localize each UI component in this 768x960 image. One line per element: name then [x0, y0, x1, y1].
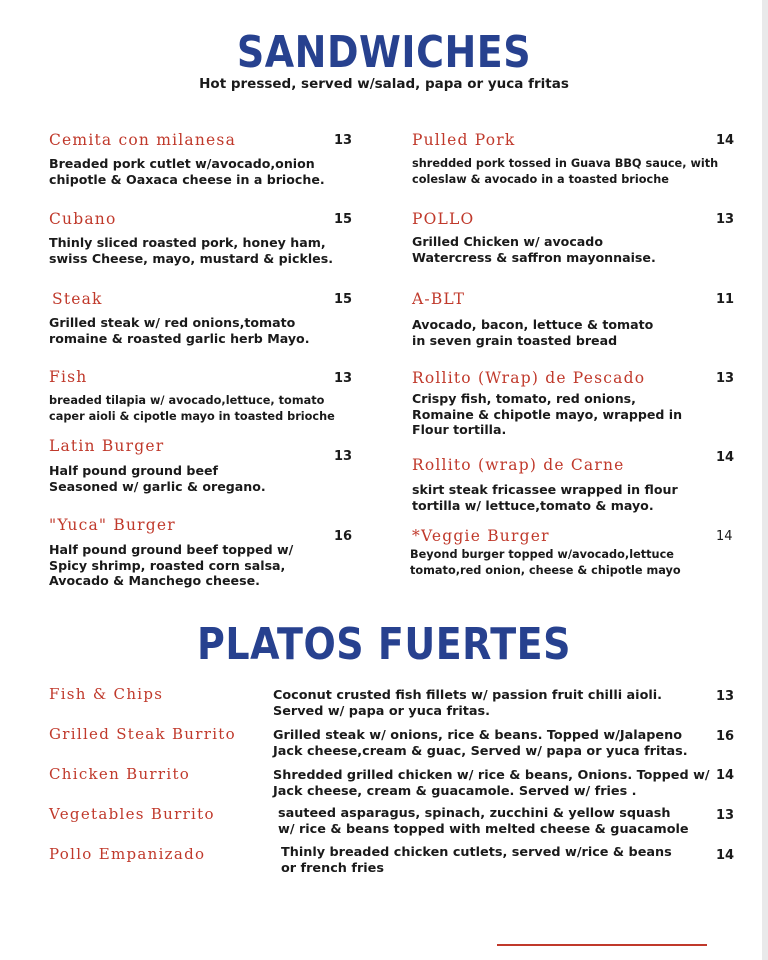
- item-price: 13: [716, 212, 735, 227]
- item-name: "Yuca" Burger: [49, 516, 176, 534]
- plato-description: Grilled steak w/ onions, rice & beans. Topped w/Jalapeno Jack cheese,cream & guac, Served w/ papa or yuca fritas.: [273, 728, 688, 759]
- item-name: Rollito (Wrap) de Pescado: [412, 369, 646, 387]
- menu-item: [412, 455, 678, 513]
- plato-price: 13: [716, 689, 735, 704]
- menu-item: [412, 209, 656, 265]
- menu-item: [412, 289, 653, 348]
- item-name: Fish: [49, 368, 88, 386]
- item-description: Thinly sliced roasted pork, honey ham, swiss Cheese, mayo, mustard & pickles.: [49, 235, 333, 266]
- menu-item: [49, 289, 310, 346]
- decorative-rule: [497, 944, 707, 946]
- item-description: Breaded pork cutlet w/avocado,onion chipotle & Oaxaca cheese in a brioche.: [49, 156, 325, 187]
- plato-name: Vegetables Burrito: [49, 805, 215, 823]
- plato-description: Coconut crusted fish fillets w/ passion fruit chilli aioli. Served w/ papa or yuca fritas.: [273, 688, 662, 719]
- item-description: breaded tilapia w/ avocado,lettuce, tomato caper aioli & cipotle mayo in toasted brioche: [49, 394, 335, 423]
- item-price: 16: [334, 529, 353, 544]
- page-edge: [762, 0, 768, 960]
- item-price: 13: [716, 371, 735, 386]
- plato-price: 16: [716, 729, 735, 744]
- item-name: Rollito (wrap) de Carne: [412, 456, 625, 474]
- platos-fuertes-title: PLATOS FUERTES: [197, 618, 571, 670]
- menu-item: [49, 515, 293, 589]
- item-description: Half pound ground beef Seasoned w/ garlic & oregano.: [49, 463, 266, 494]
- plato-name: Grilled Steak Burrito: [49, 725, 236, 743]
- item-name: Steak: [52, 290, 103, 308]
- item-name: *Veggie Burger: [412, 527, 550, 545]
- item-description: shredded pork tossed in Guava BBQ sauce, with coleslaw & avocado in a toasted brioche: [412, 157, 719, 186]
- plato-description: sauteed asparagus, spinach, zucchini & yellow squash w/ rice & beans topped with melted cheese & guacamole: [278, 806, 689, 837]
- menu-item: [49, 209, 333, 266]
- menu-item: [412, 130, 718, 187]
- item-price: 15: [334, 292, 353, 307]
- item-name: A-BLT: [412, 290, 466, 308]
- item-description: Grilled Chicken w/ avocado Watercress & saffron mayonnaise.: [412, 234, 656, 265]
- item-price: 13: [334, 133, 353, 148]
- item-price: 15: [334, 212, 353, 227]
- item-description: Crispy fish, tomato, red onions, Romaine & chipotle mayo, wrapped in Flour tortilla.: [412, 391, 683, 437]
- menu-item: [49, 436, 266, 494]
- plato-price: 13: [716, 808, 735, 823]
- item-price: 14: [716, 450, 735, 465]
- plato-name: Chicken Burrito: [49, 765, 191, 783]
- plato-description: Shredded grilled chicken w/ rice & beans, Onions. Topped w/ Jack cheese, cream & guacamole. Served w/ fries .: [273, 768, 710, 799]
- sandwiches-subtitle: Hot pressed, served w/salad, papa or yuca fritas: [199, 76, 569, 92]
- item-name: Cubano: [49, 210, 117, 228]
- item-price: 11: [716, 292, 735, 307]
- item-name: Cemita con milanesa: [49, 131, 237, 149]
- menu-item: [410, 526, 681, 578]
- menu-item: [49, 367, 335, 424]
- menu-item: [49, 130, 325, 187]
- item-description: Avocado, bacon, lettuce & tomato in seven grain toasted bread: [412, 317, 654, 348]
- item-price: 13: [334, 449, 353, 464]
- item-price: 14: [716, 529, 733, 544]
- plato-price: 14: [716, 848, 735, 863]
- item-description: skirt steak fricassee wrapped in flour tortilla w/ lettuce,tomato & mayo.: [412, 482, 678, 513]
- item-name: Pulled Pork: [412, 131, 516, 149]
- item-description: Half pound ground beef topped w/ Spicy shrimp, roasted corn salsa, Avocado & Manchego cheese.: [49, 542, 294, 588]
- item-name: POLLO: [412, 210, 475, 228]
- item-name: Latin Burger: [49, 437, 165, 455]
- plato-price: 14: [716, 768, 735, 783]
- item-price: 13: [334, 371, 353, 386]
- item-price: 14: [716, 133, 735, 148]
- plato-name: Pollo Empanizado: [49, 845, 206, 863]
- sandwiches-title: SANDWICHES: [236, 26, 532, 78]
- plato-name: Fish & Chips: [49, 685, 164, 703]
- item-description: Grilled steak w/ red onions,tomato romaine & roasted garlic herb Mayo.: [49, 315, 310, 346]
- item-description: Beyond burger topped w/avocado,lettuce tomato,red onion, cheese & chipotle mayo: [410, 548, 681, 577]
- menu-item: [412, 368, 682, 438]
- plato-description: Thinly breaded chicken cutlets, served w/rice & beans or french fries: [281, 845, 672, 876]
